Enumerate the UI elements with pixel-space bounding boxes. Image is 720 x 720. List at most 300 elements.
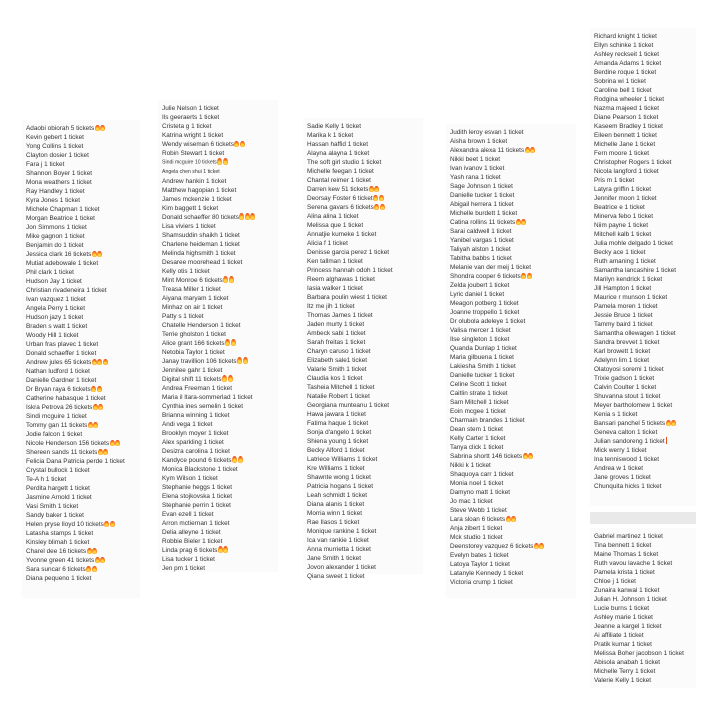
ticket-entry (307, 338, 423, 347)
ticket-entry (26, 421, 140, 430)
ticket-entry (26, 574, 140, 583)
ticket-entry (307, 212, 423, 221)
ticket-entry (162, 258, 278, 267)
ticket-entry-text: Ambeck sabi 1 ticket (307, 330, 366, 337)
ticket-entry-text: Julian sandoreng 1 ticket (594, 438, 665, 445)
ticket-entry-text: Angela chen shui 1 ticket (162, 168, 220, 175)
fire-emoji-icon (93, 422, 98, 429)
ticket-entry-text: Kaseem Bradley 1 ticket (594, 123, 663, 130)
ticket-entry-text: Chunquita hicks 1 ticket (594, 483, 662, 490)
ticket-entry (307, 239, 423, 248)
ticket-entry-text: Nikki k 1 ticket (450, 462, 491, 469)
ticket-entry-text: Angela Perry 1 ticket (26, 305, 85, 312)
ticket-entry (450, 290, 576, 299)
ticket-entry (162, 474, 278, 483)
ticket-entry (162, 186, 278, 195)
ticket-entry-text: Nikki beet 1 ticket (450, 156, 501, 163)
ticket-entry-text: Shawnte wong 1 ticket (307, 474, 371, 481)
ticket-entry (26, 313, 140, 322)
ticket-entry-text: Hassan haffid 1 ticket (307, 141, 368, 148)
ticket-entry-text: Latriece Williams 1 ticket (307, 456, 378, 463)
ticket-entry (594, 149, 696, 158)
ticket-entry (162, 140, 278, 149)
ticket-entry-text: Ken tallman 1 ticket (307, 258, 363, 265)
ticket-entry (26, 259, 140, 268)
ticket-entry (594, 104, 696, 113)
ticket-entry (450, 128, 576, 137)
ticket-entry-text: Stephanie perrin 1 ticket (162, 501, 231, 509)
ticket-entry (450, 452, 576, 461)
ticket-entry-text: Nathan ludford 1 ticket (26, 368, 90, 375)
ticket-entry-text: Diana alanis 1 ticket (307, 501, 365, 508)
fire-emoji-icon (92, 251, 97, 258)
ticket-entry-text: Becky ace 1 ticket (594, 249, 646, 256)
ticket-entry-text: Mona weathers 1 ticket (26, 179, 92, 186)
ticket-entry (450, 146, 576, 155)
ticket-entry-text: Taliyah alston 1 ticket (450, 246, 511, 253)
ticket-entry-text: Michelle Jane 1 ticket (594, 141, 656, 148)
fire-emoji-icon (511, 516, 516, 523)
fire-emoji-icon (237, 357, 242, 364)
ticket-entry (26, 295, 140, 304)
ticket-entry-text: Julie Nelson 1 ticket (162, 105, 219, 112)
ticket-entry-text: Monia noel 1 ticket (450, 480, 504, 487)
ticket-entry (26, 484, 140, 493)
ticket-entry-text: Pris m 1 ticket (594, 177, 635, 184)
ticket-entry (307, 149, 423, 158)
ticket-entry (162, 519, 278, 528)
ticket-entry (594, 365, 696, 374)
ticket-entry (162, 168, 278, 177)
ticket-entry (307, 293, 423, 302)
ticket-entry-text: Aisha brown 1 ticket (450, 138, 508, 145)
ticket-entry (307, 482, 423, 491)
ticket-entry (450, 308, 576, 317)
ticket-entry (594, 320, 696, 329)
ticket-entry (162, 348, 278, 357)
ticket-entry-text: Zelda joubert 1 ticket (450, 282, 510, 289)
ticket-entry (162, 492, 278, 501)
ticket-entry-text: Dean stem 1 ticket (450, 426, 503, 433)
ticket-entry-text: Alex sparkling 1 ticket (162, 438, 224, 446)
ticket-entry-text: Mutiat adebowale 1 ticket (26, 260, 99, 267)
ticket-entry (594, 649, 696, 658)
ticket-entry-text: Adaobi obiorah 5 tickets (26, 125, 95, 132)
ticket-entry-text: Sindi mcguire 10 tickets (162, 159, 217, 166)
ticket-entry (307, 554, 423, 563)
ticket-entry (450, 416, 576, 425)
ticket-entry-text: Claudia kos 1 ticket (307, 375, 363, 382)
ticket-entry-text: Christopher Rogers 1 ticket (594, 159, 672, 166)
ticket-entry-text: Tanya click 1 ticket (450, 444, 504, 451)
ticket-entry-text: Sandra brevvet 1 ticket (594, 339, 660, 346)
ticket-entry-text: Terrie gholston 1 ticket (162, 330, 226, 338)
ticket-entry-text: Beatrice e 1 ticket (594, 204, 645, 211)
ticket-entry-text: Becky Alford 1 ticket (307, 447, 365, 454)
ticket-entry (594, 532, 696, 541)
ticket-entry-text: Patty s 1 ticket (162, 312, 204, 320)
fire-emoji-icon (92, 566, 97, 573)
ticket-entry (26, 529, 140, 538)
ticket-entry (26, 565, 140, 574)
ticket-entry (26, 214, 140, 223)
ticket-entry (26, 286, 140, 295)
ticket-entry (26, 160, 140, 169)
ticket-entry (307, 266, 423, 275)
ticket-entry (594, 122, 696, 131)
ticket-entry-text: Rodgina wheeler 1 ticket (594, 96, 664, 103)
ticket-entry-text: Darren kew 51 tickets (307, 186, 369, 193)
ticket-entry-text: Te-A h 1 ticket (26, 476, 67, 483)
ticket-entry (450, 254, 576, 263)
ticket-entry-text: Donald schaeffer 1 ticket (26, 350, 97, 357)
ticket-entry (26, 457, 140, 466)
ticket-entry (162, 465, 278, 474)
ticket-entry (307, 464, 423, 473)
ticket-list-column-2 (158, 100, 278, 572)
ticket-entry (307, 329, 423, 338)
ticket-entry-text: James mckenzie 1 ticket (162, 195, 232, 203)
ticket-entry (26, 196, 140, 205)
fire-emoji-icon (103, 449, 108, 456)
ticket-entry-text: Andi vega 1 ticket (162, 420, 213, 428)
ticket-entry (594, 68, 696, 77)
ticket-entry-text: Melissa Boher jacobson 1 ticket (594, 650, 684, 657)
ticket-entry-text: Bansari panchel 5 tickets (594, 420, 666, 427)
ticket-entry-text: Alicia f 1 ticket (307, 240, 348, 247)
ticket-entry (450, 272, 576, 281)
ticket-entry-text: Woody Hill 1 ticket (26, 332, 79, 339)
ticket-entry-text: Lucie burns 1 ticket (594, 605, 650, 612)
ticket-entry-text: Kre Williams 1 ticket (307, 465, 365, 472)
ticket-entry-text: Elena stojkovska 1 ticket (162, 492, 232, 500)
ticket-entry (307, 140, 423, 149)
ticket-entry-text: Latasha stamps 1 ticket (26, 530, 94, 537)
ticket-entry (26, 169, 140, 178)
ticket-entry (162, 131, 278, 140)
ticket-entry-text: Lyric daniel 1 ticket (450, 291, 505, 298)
ticket-entry (307, 491, 423, 500)
ticket-entry (450, 173, 576, 182)
ticket-entry (162, 312, 278, 321)
fire-emoji-icon (666, 420, 671, 427)
ticket-entry (162, 546, 278, 555)
ticket-entry-text: Michelle Terry 1 ticket (594, 668, 656, 675)
ticket-entry-text: Leah schmidt 1 ticket (307, 492, 368, 499)
ticket-entry (307, 419, 423, 428)
ticket-entry (450, 497, 576, 506)
ticket-entry-text: Ai affiliate 1 ticket (594, 632, 644, 639)
ticket-entry (162, 429, 278, 438)
ticket-entry-text: Wendy wiseman 6 tickets (162, 141, 234, 148)
ticket-entry (307, 167, 423, 176)
ticket-entry (450, 443, 576, 452)
ticket-entry (307, 158, 423, 167)
ticket-entry-text: Melissa que 1 ticket (307, 222, 364, 229)
ticket-entry (307, 500, 423, 509)
ticket-entry (26, 475, 140, 484)
text-cursor (666, 437, 667, 444)
ticket-entry-text: Jon Simmons 1 ticket (26, 224, 87, 231)
fire-emoji-icon (528, 453, 533, 460)
ticket-entry-text: Linda prag 6 tickets (162, 546, 218, 554)
fire-emoji-icon (369, 186, 374, 193)
ticket-entry (26, 331, 140, 340)
fire-emoji-icon (232, 456, 237, 463)
ticket-entry (450, 560, 576, 569)
ticket-entry-text: Valisa mercer 1 ticket (450, 327, 511, 334)
ticket-entry (307, 455, 423, 464)
ticket-entry (307, 284, 423, 293)
ticket-entry (307, 545, 423, 554)
ticket-entry (26, 124, 140, 133)
ticket-entry (594, 284, 696, 293)
ticket-entry (450, 407, 576, 416)
ticket-entry (594, 32, 696, 41)
ticket-entry-text: Jill Hampton 1 ticket (594, 285, 652, 292)
ticket-entry-text: Katrina wright 1 ticket (162, 132, 224, 139)
ticket-entry (594, 275, 696, 284)
ticket-entry (594, 77, 696, 86)
ticket-entry-text: Robbie Bieler 1 ticket (162, 537, 223, 545)
ticket-entry (162, 438, 278, 447)
ticket-entry (26, 448, 140, 457)
ticket-entry-text: Brooklyn moyer 1 ticket (162, 429, 229, 437)
ticket-entry-text: Phil clark 1 ticket (26, 269, 74, 276)
ticket-entry-text: Jane groves 1 ticket (594, 474, 651, 481)
ticket-entry-text: Berdine roque 1 ticket (594, 69, 657, 76)
ticket-entry-text: Charmain brandes 1 ticket (450, 417, 525, 424)
ticket-entry-text: Melinda highsmith 1 ticket (162, 249, 236, 257)
ticket-entry-text: Mitchell kalb 1 ticket (594, 231, 652, 238)
ticket-entry-text: Thomas James 1 ticket (307, 312, 373, 319)
ticket-entry-text: Diana pequeno 1 ticket (26, 575, 92, 582)
ticket-entry (162, 149, 278, 158)
ticket-entry (594, 419, 696, 428)
ticket-entry-text: Morria winn 1 ticket (307, 510, 363, 517)
ticket-entry (26, 538, 140, 547)
ticket-entry-text: Qiana sweet 1 ticket (307, 573, 365, 580)
ticket-entry (162, 303, 278, 312)
ticket-entry (307, 437, 423, 446)
fire-emoji-icon (110, 440, 115, 447)
ticket-entry (594, 203, 696, 212)
ticket-entry-text: Nicole Henderson 156 tickets (26, 440, 110, 447)
fire-emoji-icon (245, 213, 250, 220)
ticket-entry-text: Joanne troppello 1 ticket (450, 309, 520, 316)
ticket-entry (594, 50, 696, 59)
ticket-entry-text: Digital shift 11 tickets (162, 375, 222, 383)
ticket-entry (450, 524, 576, 533)
fire-emoji-icon (527, 273, 532, 280)
fire-emoji-icon (218, 546, 223, 553)
ticket-entry-text: Celine Scott 1 ticket (450, 381, 507, 388)
ticket-entry (594, 356, 696, 365)
ticket-list-column-5 (590, 28, 696, 506)
fire-emoji-icon (98, 449, 103, 456)
ticket-entry-text: Kyra Jones 1 ticket (26, 197, 80, 204)
ticket-entry-text: Urban fras plavec 1 ticket (26, 341, 99, 348)
ticket-entry (594, 428, 696, 437)
ticket-entry-text: Sarah freitas 1 ticket (307, 339, 366, 346)
fire-emoji-icon (223, 276, 228, 283)
ticket-entry-text: Quanda Dunlap 1 ticket (450, 345, 517, 352)
fire-emoji-icon (523, 453, 528, 460)
ticket-entry-text: Jessie Bruce 1 ticket (594, 312, 653, 319)
ticket-entry (307, 563, 423, 572)
ticket-entry (450, 515, 576, 524)
ticket-entry-text: Donald schaeffer 80 tickets (162, 213, 239, 221)
ticket-entry-text: Jodie falcon 1 ticket (26, 431, 83, 438)
ticket-entry (450, 425, 576, 434)
fire-emoji-icon (374, 204, 379, 211)
ticket-entry-text: Jo mac 1 ticket (450, 498, 493, 505)
ticket-entry (307, 176, 423, 185)
ticket-entry-text: Iasia walker 1 ticket (307, 285, 363, 292)
ticket-entry-text: Latyra griffin 1 ticket (594, 186, 652, 193)
ticket-entry-text: Tina bennett 1 ticket (594, 542, 652, 549)
ticket-entry-text: Ilse singleton 1 ticket (450, 336, 510, 343)
fire-emoji-icon (516, 219, 521, 226)
fire-emoji-icon (110, 521, 115, 528)
fire-emoji-icon (234, 141, 239, 148)
ticket-entry-text: Tabitha babbs 1 ticket (450, 255, 512, 262)
ticket-entry-text: Michelle burdett 1 ticket (450, 210, 518, 217)
ticket-entry-text: Ils geeraerts 1 ticket (162, 114, 220, 121)
ticket-entry-text: Dr olubola adeleye 1 ticket (450, 318, 526, 325)
ticket-entry (594, 482, 696, 491)
ticket-entry (162, 113, 278, 122)
ticket-entry (162, 510, 278, 519)
ticket-entry-text: Ica van rankie 1 ticket (307, 537, 369, 544)
ticket-entry-text: Reem alghawas 1 ticket (307, 276, 375, 283)
fire-emoji-icon (373, 195, 378, 202)
ticket-entry-text: Danielle tucker 1 ticket (450, 372, 515, 379)
ticket-entry-text: Shereen sands 11 tickets (26, 449, 98, 456)
ticket-entry-text: Benjamin do 1 ticket (26, 242, 84, 249)
ticket-entry-text: Julia mohle delgado 1 ticket (594, 240, 673, 247)
ticket-entry (162, 177, 278, 186)
ticket-entry (26, 133, 140, 142)
ticket-entry-text: Julian H. Johnson 1 ticket (594, 596, 667, 603)
ticket-entry (594, 473, 696, 482)
ticket-entry (594, 302, 696, 311)
ticket-entry (450, 209, 576, 218)
ticket-entry (162, 267, 278, 276)
ticket-entry (162, 294, 278, 303)
ticket-entry (307, 122, 423, 131)
ticket-entry-text: Lisa tucker 1 ticket (162, 555, 215, 563)
ticket-entry-text: Andrew hankin 1 ticket (162, 177, 227, 185)
fire-emoji-icon (380, 204, 385, 211)
ticket-entry (26, 556, 140, 565)
fire-emoji-icon (229, 276, 234, 283)
ticket-entry-text: Andrea w 1 ticket (594, 465, 644, 472)
ticket-entry-text: Kelly Carter 1 ticket (450, 435, 506, 442)
fire-emoji-icon (228, 375, 233, 382)
ticket-entry-text: Kevin gebert 1 ticket (26, 134, 84, 141)
ticket-entry (307, 518, 423, 527)
ticket-entry-text: Ashley reckseit 1 ticket (594, 51, 659, 58)
ticket-entry-text: Latanyle Kennedy 1 ticket (450, 570, 524, 577)
ticket-entry (26, 511, 140, 520)
ticket-entry-text: Maria gilbuena 1 ticket (450, 354, 514, 361)
fire-emoji-icon (92, 359, 97, 366)
ticket-entry (26, 232, 140, 241)
fire-emoji-icon (115, 440, 120, 447)
ticket-entry (450, 506, 576, 515)
ticket-entry (26, 142, 140, 151)
ticket-entry-text: Sam Mitchell 1 ticket (450, 399, 509, 406)
ticket-entry (307, 230, 423, 239)
ticket-entry-text: Pratik kumar 1 ticket (594, 641, 652, 648)
ticket-entry (594, 392, 696, 401)
fire-emoji-icon (87, 548, 92, 555)
ticket-entry (26, 412, 140, 421)
ticket-entry-text: Catherine habasque 1 ticket (26, 395, 106, 402)
ticket-entry-text: Arron mctiernan 1 ticket (162, 519, 230, 527)
ticket-entry (162, 321, 278, 330)
ticket-entry-text: Lakiesha Smith 1 ticket (450, 363, 516, 370)
fire-emoji-icon (95, 125, 100, 132)
ticket-entry-text: Melanie van der meij 1 ticket (450, 264, 531, 271)
ticket-entry-text: Fern moore 1 ticket (594, 150, 650, 157)
ticket-entry-text: Christian rivadeneira 1 ticket (26, 287, 107, 294)
fire-emoji-icon (225, 339, 230, 346)
ticket-entry (450, 551, 576, 560)
ticket-entry (450, 182, 576, 191)
ticket-entry (594, 437, 696, 446)
ticket-entry-text: Catina rollins 11 tickets (450, 219, 516, 226)
ticket-entry-text: Delia alleyne 1 ticket (162, 528, 221, 536)
ticket-entry-text: Anna murrietta 1 ticket (307, 546, 371, 553)
ticket-entry-text: Caroline bell 1 ticket (594, 87, 652, 94)
ticket-entry-text: Pamela moren 1 ticket (594, 303, 658, 310)
ticket-entry (594, 577, 696, 586)
ticket-entry-text: Meyer bartholomew 1 ticket (594, 402, 673, 409)
ticket-entry-text: Georgiana munteanu 1 ticket (307, 402, 390, 409)
ticket-entry (162, 222, 278, 231)
ticket-entry-text: Abigail herrera 1 ticket (450, 201, 514, 208)
ticket-entry-text: Shuvanna stout 1 ticket (594, 393, 661, 400)
ticket-entry-text: Abisola anabah 1 ticket (594, 659, 661, 666)
ticket-entry-text: Desaree moorehead 1 ticket (162, 258, 243, 266)
ticket-entry-text: Felicia Dana Patricia perde 1 ticket (26, 458, 125, 465)
fire-emoji-icon (521, 273, 526, 280)
ticket-entry-text: Ray Handley 1 ticket (26, 188, 85, 195)
fire-emoji-icon (521, 219, 526, 226)
ticket-entry (594, 257, 696, 266)
ticket-entry-text: Mck studio 1 ticket (450, 534, 503, 541)
ticket-entry (26, 466, 140, 475)
ticket-entry-text: Morgan Beatrice 1 ticket (26, 215, 95, 222)
ticket-entry (594, 113, 696, 122)
ticket-entry (307, 257, 423, 266)
fire-emoji-icon (100, 557, 105, 564)
ticket-entry-text: Lisa viviers 1 ticket (162, 222, 216, 230)
ticket-entry-text: Alexandra alexa 11 tickets (450, 147, 525, 154)
ticket-entry (26, 241, 140, 250)
ticket-entry-text: Adelynn lim 1 ticket (594, 357, 650, 364)
ticket-entry (594, 613, 696, 622)
ticket-entry (594, 311, 696, 320)
ticket-entry (162, 330, 278, 339)
ticket-entry-text: Kenia s 1 ticket (594, 411, 638, 418)
ticket-entry-text: Mike gagnon 1 ticket (26, 233, 85, 240)
ticket-entry-text: Jovon alexander 1 ticket (307, 564, 376, 571)
fire-emoji-icon (534, 543, 539, 550)
fire-emoji-icon (231, 339, 236, 346)
